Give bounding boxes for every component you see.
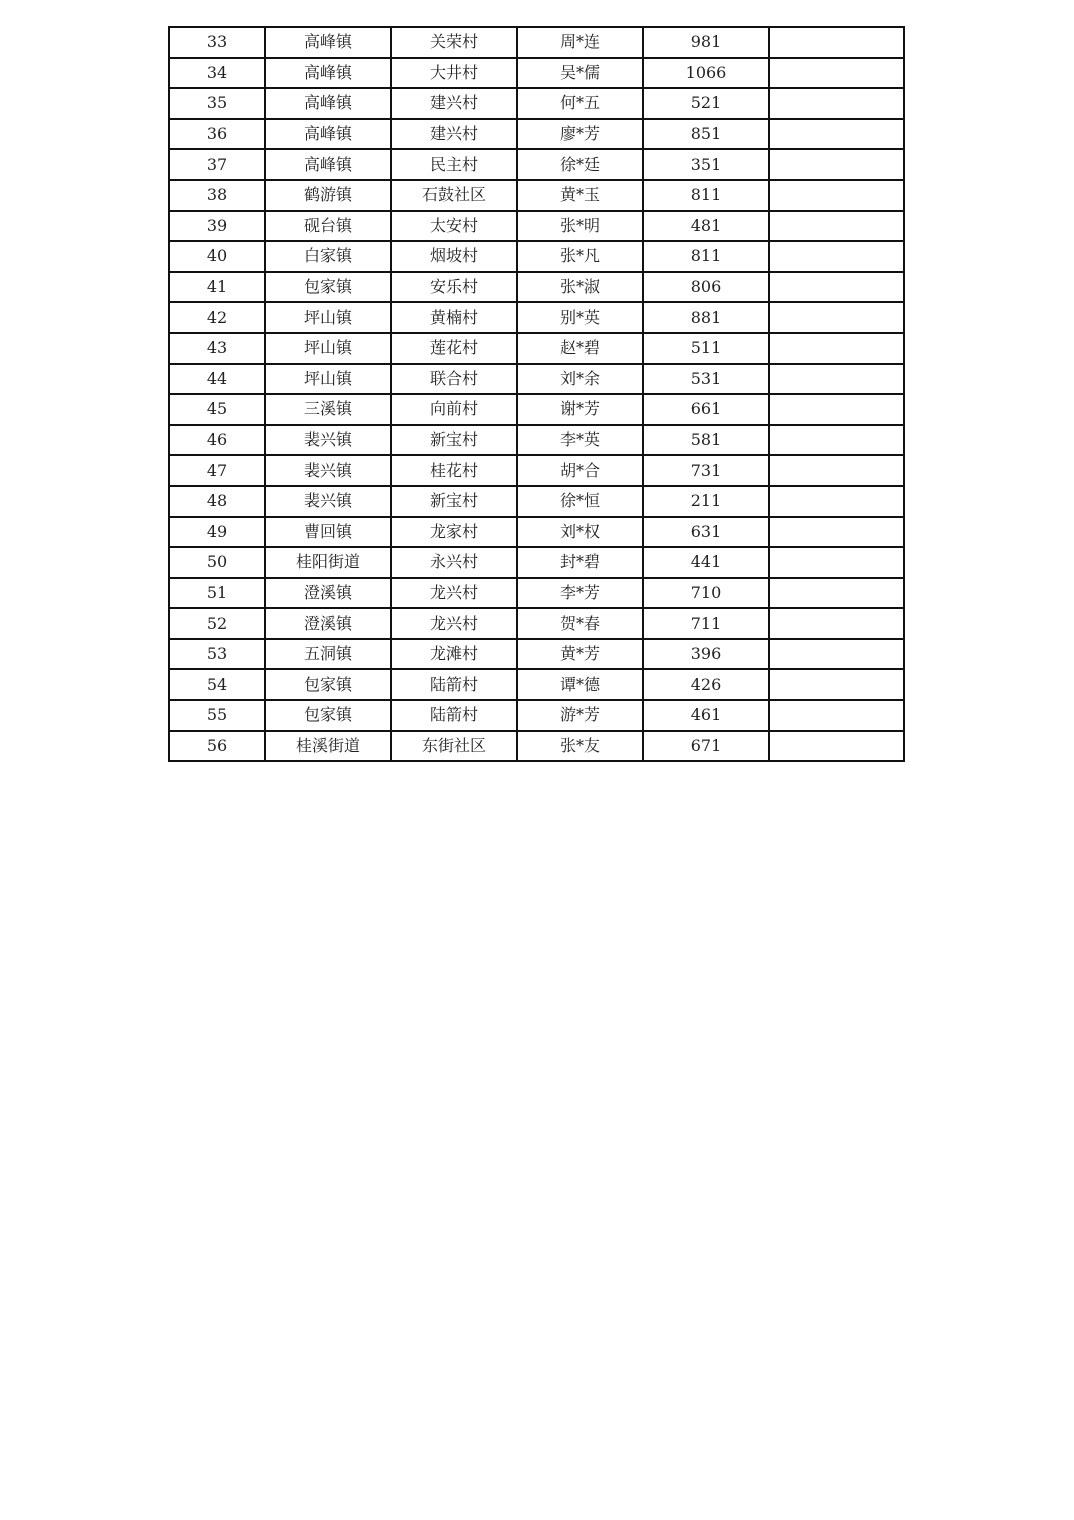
name-cell: 张*明 xyxy=(517,211,643,242)
amount-cell: 811 xyxy=(643,180,769,211)
town-cell: 桂阳街道 xyxy=(265,547,391,578)
name-cell: 张*淑 xyxy=(517,272,643,303)
table-row xyxy=(169,578,904,609)
town-cell: 高峰镇 xyxy=(265,58,391,89)
name-cell: 别*英 xyxy=(517,302,643,333)
table-row xyxy=(169,180,904,211)
remark-cell xyxy=(769,578,904,609)
remark-cell xyxy=(769,547,904,578)
roster-table xyxy=(168,26,905,762)
amount-cell: 806 xyxy=(643,272,769,303)
remark-cell xyxy=(769,700,904,731)
remark-cell xyxy=(769,302,904,333)
serial-number-cell: 49 xyxy=(169,517,265,548)
town-cell: 白家镇 xyxy=(265,241,391,272)
town-cell: 高峰镇 xyxy=(265,149,391,180)
village-cell: 向前村 xyxy=(391,394,517,425)
name-cell: 刘*权 xyxy=(517,517,643,548)
village-cell: 关荣村 xyxy=(391,27,517,58)
remark-cell xyxy=(769,425,904,456)
table-row xyxy=(169,700,904,731)
name-cell: 廖*芳 xyxy=(517,119,643,150)
table-row xyxy=(169,731,904,762)
remark-cell xyxy=(769,333,904,364)
amount-cell: 481 xyxy=(643,211,769,242)
serial-number-cell: 42 xyxy=(169,302,265,333)
table-row xyxy=(169,486,904,517)
name-cell: 谭*德 xyxy=(517,669,643,700)
name-cell: 赵*碧 xyxy=(517,333,643,364)
serial-number-cell: 40 xyxy=(169,241,265,272)
serial-number-cell: 55 xyxy=(169,700,265,731)
village-cell: 龙滩村 xyxy=(391,639,517,670)
amount-cell: 710 xyxy=(643,578,769,609)
serial-number-cell: 39 xyxy=(169,211,265,242)
table-row xyxy=(169,639,904,670)
village-cell: 烟坡村 xyxy=(391,241,517,272)
serial-number-cell: 56 xyxy=(169,731,265,762)
town-cell: 砚台镇 xyxy=(265,211,391,242)
name-cell: 李*英 xyxy=(517,425,643,456)
amount-cell: 461 xyxy=(643,700,769,731)
town-cell: 坪山镇 xyxy=(265,302,391,333)
town-cell: 坪山镇 xyxy=(265,364,391,395)
amount-cell: 521 xyxy=(643,88,769,119)
amount-cell: 661 xyxy=(643,394,769,425)
table-row xyxy=(169,241,904,272)
name-cell: 刘*余 xyxy=(517,364,643,395)
village-cell: 安乐村 xyxy=(391,272,517,303)
amount-cell: 671 xyxy=(643,731,769,762)
table-row xyxy=(169,394,904,425)
serial-number-cell: 43 xyxy=(169,333,265,364)
serial-number-cell: 34 xyxy=(169,58,265,89)
table-row xyxy=(169,272,904,303)
amount-cell: 511 xyxy=(643,333,769,364)
name-cell: 黄*芳 xyxy=(517,639,643,670)
serial-number-cell: 52 xyxy=(169,608,265,639)
serial-number-cell: 35 xyxy=(169,88,265,119)
village-cell: 桂花村 xyxy=(391,455,517,486)
town-cell: 五洞镇 xyxy=(265,639,391,670)
remark-cell xyxy=(769,608,904,639)
town-cell: 桂溪街道 xyxy=(265,731,391,762)
table-row xyxy=(169,364,904,395)
village-cell: 东街社区 xyxy=(391,731,517,762)
remark-cell xyxy=(769,364,904,395)
name-cell: 徐*廷 xyxy=(517,149,643,180)
amount-cell: 531 xyxy=(643,364,769,395)
village-cell: 建兴村 xyxy=(391,88,517,119)
town-cell: 澄溪镇 xyxy=(265,578,391,609)
remark-cell xyxy=(769,88,904,119)
town-cell: 三溪镇 xyxy=(265,394,391,425)
serial-number-cell: 41 xyxy=(169,272,265,303)
name-cell: 贺*春 xyxy=(517,608,643,639)
remark-cell xyxy=(769,639,904,670)
town-cell: 高峰镇 xyxy=(265,88,391,119)
table-row xyxy=(169,547,904,578)
town-cell: 高峰镇 xyxy=(265,27,391,58)
remark-cell xyxy=(769,517,904,548)
remark-cell xyxy=(769,731,904,762)
town-cell: 裴兴镇 xyxy=(265,425,391,456)
village-cell: 陆箭村 xyxy=(391,700,517,731)
amount-cell: 1066 xyxy=(643,58,769,89)
name-cell: 张*凡 xyxy=(517,241,643,272)
serial-number-cell: 50 xyxy=(169,547,265,578)
town-cell: 高峰镇 xyxy=(265,119,391,150)
table-row xyxy=(169,88,904,119)
serial-number-cell: 38 xyxy=(169,180,265,211)
name-cell: 谢*芳 xyxy=(517,394,643,425)
serial-number-cell: 33 xyxy=(169,27,265,58)
serial-number-cell: 46 xyxy=(169,425,265,456)
village-cell: 民主村 xyxy=(391,149,517,180)
town-cell: 鹤游镇 xyxy=(265,180,391,211)
town-cell: 包家镇 xyxy=(265,272,391,303)
remark-cell xyxy=(769,455,904,486)
name-cell: 吴*儒 xyxy=(517,58,643,89)
remark-cell xyxy=(769,394,904,425)
table-row xyxy=(169,302,904,333)
amount-cell: 711 xyxy=(643,608,769,639)
serial-number-cell: 37 xyxy=(169,149,265,180)
table-row xyxy=(169,425,904,456)
table-row xyxy=(169,119,904,150)
town-cell: 澄溪镇 xyxy=(265,608,391,639)
amount-cell: 881 xyxy=(643,302,769,333)
amount-cell: 441 xyxy=(643,547,769,578)
serial-number-cell: 45 xyxy=(169,394,265,425)
town-cell: 包家镇 xyxy=(265,669,391,700)
name-cell: 胡*合 xyxy=(517,455,643,486)
name-cell: 游*芳 xyxy=(517,700,643,731)
village-cell: 联合村 xyxy=(391,364,517,395)
town-cell: 裴兴镇 xyxy=(265,455,391,486)
serial-number-cell: 47 xyxy=(169,455,265,486)
amount-cell: 211 xyxy=(643,486,769,517)
amount-cell: 811 xyxy=(643,241,769,272)
remark-cell xyxy=(769,241,904,272)
village-cell: 永兴村 xyxy=(391,547,517,578)
remark-cell xyxy=(769,119,904,150)
table-row xyxy=(169,517,904,548)
name-cell: 封*碧 xyxy=(517,547,643,578)
remark-cell xyxy=(769,272,904,303)
town-cell: 包家镇 xyxy=(265,700,391,731)
remark-cell xyxy=(769,180,904,211)
village-cell: 太安村 xyxy=(391,211,517,242)
serial-number-cell: 48 xyxy=(169,486,265,517)
remark-cell xyxy=(769,669,904,700)
table-row xyxy=(169,333,904,364)
table-row xyxy=(169,211,904,242)
table-row xyxy=(169,58,904,89)
serial-number-cell: 53 xyxy=(169,639,265,670)
name-cell: 黄*玉 xyxy=(517,180,643,211)
amount-cell: 981 xyxy=(643,27,769,58)
serial-number-cell: 44 xyxy=(169,364,265,395)
town-cell: 曹回镇 xyxy=(265,517,391,548)
amount-cell: 631 xyxy=(643,517,769,548)
table-row xyxy=(169,608,904,639)
village-cell: 建兴村 xyxy=(391,119,517,150)
village-cell: 龙家村 xyxy=(391,517,517,548)
village-cell: 新宝村 xyxy=(391,486,517,517)
village-cell: 新宝村 xyxy=(391,425,517,456)
village-cell: 莲花村 xyxy=(391,333,517,364)
table-row xyxy=(169,27,904,58)
village-cell: 石鼓社区 xyxy=(391,180,517,211)
name-cell: 张*友 xyxy=(517,731,643,762)
remark-cell xyxy=(769,149,904,180)
table-row xyxy=(169,455,904,486)
village-cell: 大井村 xyxy=(391,58,517,89)
name-cell: 徐*恒 xyxy=(517,486,643,517)
table-row xyxy=(169,149,904,180)
remark-cell xyxy=(769,58,904,89)
village-cell: 黄楠村 xyxy=(391,302,517,333)
table-row xyxy=(169,669,904,700)
town-cell: 坪山镇 xyxy=(265,333,391,364)
remark-cell xyxy=(769,211,904,242)
amount-cell: 581 xyxy=(643,425,769,456)
remark-cell xyxy=(769,27,904,58)
roster-table-body xyxy=(169,27,904,761)
village-cell: 龙兴村 xyxy=(391,608,517,639)
name-cell: 李*芳 xyxy=(517,578,643,609)
amount-cell: 396 xyxy=(643,639,769,670)
amount-cell: 426 xyxy=(643,669,769,700)
serial-number-cell: 36 xyxy=(169,119,265,150)
name-cell: 何*五 xyxy=(517,88,643,119)
amount-cell: 351 xyxy=(643,149,769,180)
name-cell: 周*连 xyxy=(517,27,643,58)
town-cell: 裴兴镇 xyxy=(265,486,391,517)
village-cell: 龙兴村 xyxy=(391,578,517,609)
amount-cell: 851 xyxy=(643,119,769,150)
remark-cell xyxy=(769,486,904,517)
amount-cell: 731 xyxy=(643,455,769,486)
serial-number-cell: 51 xyxy=(169,578,265,609)
serial-number-cell: 54 xyxy=(169,669,265,700)
village-cell: 陆箭村 xyxy=(391,669,517,700)
